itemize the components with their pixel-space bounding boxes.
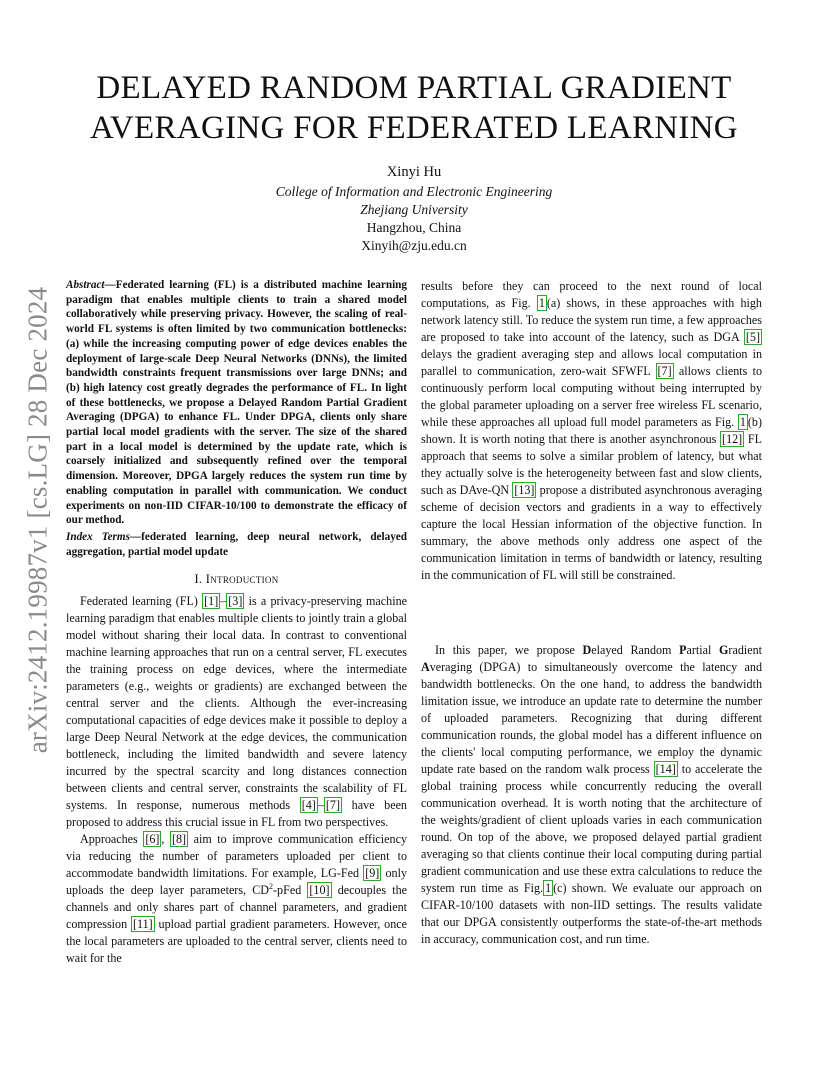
text-span: In this paper, we propose — [435, 643, 583, 657]
figure-link[interactable]: 1 — [739, 415, 746, 429]
author-university: Zhejiang University — [360, 202, 468, 217]
citation-link[interactable]: [5] — [745, 330, 760, 344]
citation-link[interactable]: [3] — [228, 594, 243, 609]
author-location: Hangzhou, China — [366, 220, 462, 235]
right-column — [421, 278, 762, 948]
citation-link[interactable]: [10] — [309, 883, 330, 898]
text-span: only uploads the deep layer parameters, CD — [66, 866, 408, 898]
citation-link[interactable]: [9] — [365, 866, 380, 881]
paper-title — [60, 68, 768, 148]
citation-link[interactable]: [14] — [655, 762, 676, 776]
right-paragraph-1 — [421, 278, 762, 584]
abstract-label: Abstract — [66, 279, 105, 291]
text-span: have been proposed to address this crucial issue in FL from two perspectives. — [66, 798, 407, 830]
index-terms-text: —federated learning, deep neural network, delayed aggregation, partial model update — [66, 530, 407, 558]
bold-letter: G — [719, 643, 729, 657]
text-span: , — [161, 832, 170, 847]
bold-letter: P — [679, 643, 687, 657]
author-email: Xinyih@zju.edu.cn — [361, 238, 467, 253]
text-span: radient — [728, 643, 762, 657]
text-span: -pFed — [273, 883, 308, 898]
figure-link[interactable]: 1 — [545, 881, 552, 895]
abstract — [66, 278, 407, 528]
citation-link[interactable]: [1] — [204, 594, 219, 609]
text-span: is a privacy-preserving machine learning paradigm that enables multiple clients to jointly train a global model without sharing their local data. In contrast to conventional machine learning approaches that run on a central server, FL executes the training process on edge devices, where the intermediate parameters (e.g., weights or gradients) are exchanged between the central server and the clients. Although the ever-increasing computational capacities of edge devices make it possible to deploy a large Deep Neural Network at the edge devices, the communication bottleneck, including the limited bandwidth and severe latency incurred by the spectral scarcity and long distances connection between clients and central server, constraints the scalability of FL systems. In response, numerous methods — [66, 594, 407, 813]
right-paragraph-2 — [421, 642, 762, 948]
text-span: (c) shown. We evaluate our approach on CIFAR-10/100 datasets with non-IID settings. The results validate that our DPGA consistently outperforms the state-of-the-art methods in accuracy, communication cost, and run time. — [421, 881, 762, 946]
citation-link[interactable]: [12] — [722, 432, 743, 446]
author-affiliation: College of Information and Electronic Engineering — [275, 184, 553, 199]
citation-link[interactable]: [7] — [325, 798, 340, 813]
citation-link[interactable]: [4] — [301, 798, 316, 813]
abstract-text: —Federated learning (FL) is a distributed machine learning paradigm that enables multiple clients to train a shared model collaboratively while preserving privacy. However, the scaling of real-world FL systems is often limited by two communication bottlenecks: (a) while the increasing computing power of edge devices enables the deployment of large-scale Deep Neural Networks (DNNs), the limited bandwidth constraints frequent transmissions over large DNNs; and (b) high latency cost greatly degrades the performance of FL. In light of these bottlenecks, we propose a Delayed Random Partial Gradient Averaging (DPGA) to enhance FL. Under DPGA, clients only share partial local model gradients with the server. The size of the shared part in a local model is determined by the update rate, which is coarsely initialized and subsequently refined over the temporal dimension. Moreover, DPGA largely reduces the system run time by enabling computation in parallel with communication. We conduct experiments on non-IID CIFAR-10/100 to demonstrate the efficacy of our method. — [66, 279, 407, 527]
citation-link[interactable]: [13] — [514, 483, 535, 497]
text-span: upload partial gradient parameters. However, once the local parameters are uploaded to the central server, clients need to wait for the — [66, 917, 407, 966]
bold-letter: D — [582, 643, 592, 657]
citation-link[interactable]: [11] — [132, 917, 153, 932]
arxiv-identifier: arXiv:2412.19987v1 [cs.LG] 28 Dec 2024 — [22, 286, 53, 754]
text-span: elayed Random — [591, 643, 680, 657]
citation-link[interactable]: [7] — [657, 364, 672, 378]
author-block — [214, 163, 614, 255]
text-span: (b) shown. It is worth noting that there is another asynchronous — [421, 415, 762, 446]
bold-letter: A — [421, 660, 430, 674]
intro-paragraph-2 — [66, 831, 407, 967]
title-line-2: AVERAGING FOR FEDERATED LEARNING — [90, 110, 738, 146]
text-span: Federated learning (FL) — [80, 594, 203, 609]
paragraph-spacer — [421, 584, 762, 642]
figure-link[interactable]: 1 — [538, 296, 545, 310]
index-terms-label: Index Terms — [66, 530, 130, 543]
text-span: FL approach that seems to solve a similar problem of latency, but what they actually solve is the heterogeneity between fast and slow clients, such as DAve-QN — [421, 432, 762, 497]
text-span: results before they can proceed to the next round of local computations, as Fig. — [421, 279, 762, 310]
section-heading-introduction: I. Introduction — [194, 572, 279, 587]
text-span: (a) shows, in these approaches with high network latency still. To reduce the system run time, a few approaches are proposed to take into account of the latency, such as DGA — [421, 296, 762, 344]
text-span: delays the gradient averaging step and allows local computation in parallel to communication, zero-wait SFWFL — [421, 347, 762, 378]
text-span: artial — [686, 643, 719, 657]
intro-paragraph-1 — [66, 593, 407, 831]
text-span: decouples the channels and only shares part of channel parameters, and gradient compression — [66, 883, 407, 932]
text-span: propose a distributed asynchronous averaging scheme of decision vectors and gradients in a way to effectively capture the local Hessian information of the objective function. In summary, the above methods only address one aspect of the communication limitation in terms of bandwidth or latency, resulting in the communication of FL will still be constrained. — [421, 483, 763, 582]
text-span: – — [317, 798, 324, 813]
citation-link[interactable]: [8] — [171, 832, 187, 847]
superscript: 2 — [269, 882, 274, 892]
index-terms — [66, 530, 407, 559]
citation-link[interactable]: [6] — [145, 832, 160, 847]
left-column — [66, 278, 407, 967]
text-span: allows clients to continuously perform local computing without being interrupted by the global parameter uploading on a server free wireless FL scenario, while these approaches all upload full model parameters as Fig. — [421, 364, 762, 429]
text-span: – — [220, 594, 227, 609]
text-span: aim to improve communication efficiency via reducing the number of parameters uploaded per client to accommodate bandwidth limitations. For example, LG-Fed — [66, 832, 407, 881]
text-span: veraging (DPGA) to simultaneously overcome the latency and bandwidth bottlenecks. On the one hand, to address the bandwidth limitation issue, we introduce an update rate to determine the number of uploaded parameters. Recognizing that during different communication rounds, the global model has a different influence on the clients' local computing performance, we employ the dynamic update rate based on the random walk process — [421, 660, 762, 776]
author-name: Xinyi Hu — [386, 164, 442, 180]
title-line-1: DELAYED RANDOM PARTIAL GRADIENT — [96, 70, 732, 106]
text-span: Approaches — [80, 832, 144, 847]
text-span: to accelerate the global training process while concurrently reducing the overall communication overhead. It is worth noting that the architecture of the weights/gradient of client uploads varies in each communication round. On top of the above, we proposed delayed partial gradient averaging so that clients continue their local computing during partial gradient communication and use these extra calculations to reduce the system run time as Fig. — [421, 762, 763, 895]
